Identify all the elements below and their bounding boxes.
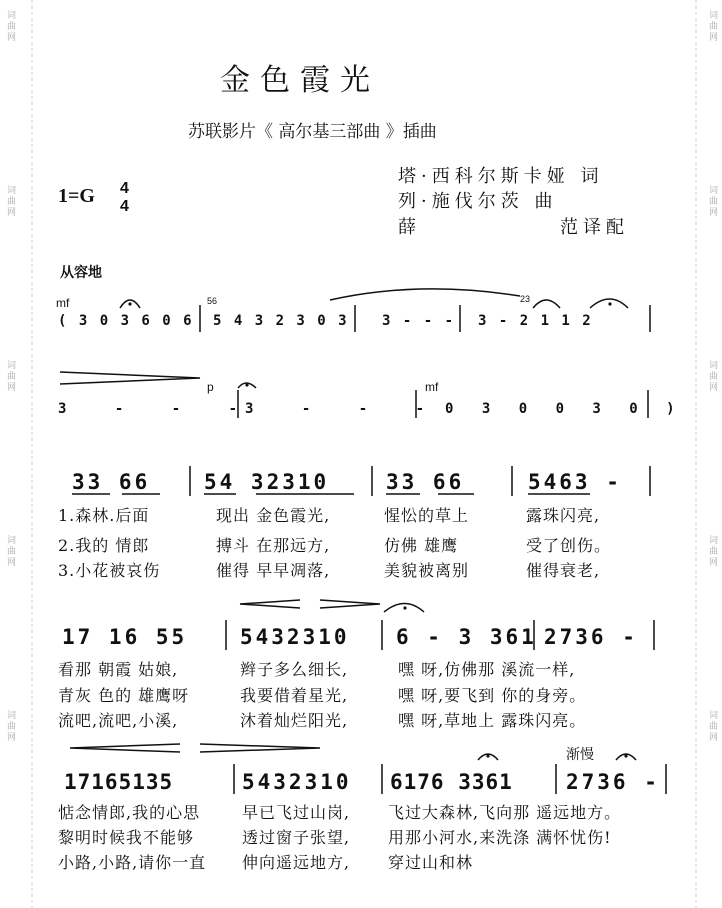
row3-v3-c: 穿过山和林 <box>388 853 474 872</box>
row2-v2-b: 我要借着星光, <box>240 686 349 705</box>
watermark-right-5: 词曲网 <box>707 710 717 743</box>
row1-v1-c: 惺忪的草上 <box>384 506 470 525</box>
row2-measure-1: 17 16 55 <box>62 625 188 649</box>
row3-v2-b: 透过窗子张望, <box>242 828 351 847</box>
row3-v3-a: 小路,小路,请你一直 <box>58 853 207 872</box>
time-signature-bottom: 4 <box>120 198 129 215</box>
watermark-left-4: 词曲网 <box>5 535 15 568</box>
time-signature-top: 4 <box>120 180 129 197</box>
intro-measure-4: 3 - 2 1 1 2 <box>478 313 593 329</box>
mark-56: 56 <box>207 296 218 306</box>
watermark-right-1: 词曲网 <box>707 10 717 43</box>
row2-v1-a: 看那 朝霞 姑娘, <box>58 660 179 679</box>
row3-measure-2: 5432310 <box>242 770 352 794</box>
intro-measure-6: 3 - - - <box>245 401 445 417</box>
row1-v1-a: 1.森林.后面 <box>58 506 150 525</box>
watermark-left-3: 词曲网 <box>5 360 15 393</box>
song-subtitle: 苏联影片《 高尔基三部曲 》插曲 <box>188 122 437 142</box>
row2-v3-b: 沐着灿烂阳光, <box>240 711 349 730</box>
composer-credit: 列·施伐尔茨 曲 <box>398 191 558 212</box>
key-signature: 1=G <box>58 185 95 207</box>
intro-measure-1: ( 3 0 3 6 0 6 <box>58 313 194 329</box>
row2-v1-c: 嘿 呀,仿佛那 溪流一样, <box>398 660 576 679</box>
row1-v3-c: 美貌被离别 <box>384 561 470 580</box>
watermark-right-3: 词曲网 <box>707 360 717 393</box>
row1-v3-d: 催得衰老, <box>526 561 601 580</box>
row2-v2-c: 嘿 呀,要飞到 你的身旁。 <box>398 686 587 705</box>
song-title: 金色霞光 <box>220 63 380 98</box>
mark-23: 23 <box>520 294 531 304</box>
row3-v3-b: 伸向遥远地方, <box>242 853 351 872</box>
row2-v1-b: 辫子多么细长, <box>240 660 349 679</box>
row3-v1-b: 早已飞过山岗, <box>242 803 351 822</box>
row1-measure-3: 33 66 <box>386 470 465 494</box>
row1-v2-a: 2.我的 情郎 <box>58 536 150 555</box>
watermark-right-2: 词曲网 <box>707 185 717 218</box>
row3-v1-c: 飞过大森林,飞向那 遥远地方。 <box>388 803 622 822</box>
row2-v3-c: 嘿 呀,草地上 露珠闪亮。 <box>398 711 587 730</box>
row3-measure-3: 6176 3361 <box>390 770 513 794</box>
row1-v1-b: 现出 金色霞光, <box>216 506 331 525</box>
intro-measure-5: 3 - - - <box>58 401 258 417</box>
watermark-left-5: 词曲网 <box>5 710 15 743</box>
row3-v1-a: 惦念情郎,我的心思 <box>58 803 201 822</box>
row3-v2-a: 黎明时候我不能够 <box>58 828 195 847</box>
row1-v1-d: 露珠闪亮, <box>526 506 601 525</box>
intro-measure-3: 3 - - - <box>382 313 456 329</box>
intro-measure-2: 5 4 3 2 3 0 3 <box>213 313 349 329</box>
row3-v2-c: 用那小河水,来洗涤 满怀忧伤! <box>388 828 612 847</box>
row2-measure-3: 6 - 3 361 <box>396 625 537 649</box>
row1-measure-4: 5463 - <box>528 470 622 494</box>
dynamic-p: p <box>207 380 214 394</box>
ritardando-marking: 渐慢 <box>566 747 594 763</box>
row1-v2-c: 仿佛 雄鹰 <box>384 536 459 555</box>
watermark-left-2: 词曲网 <box>5 185 15 218</box>
row1-v2-b: 搏斗 在那远方, <box>216 536 331 555</box>
row1-measure-1: 33 66 <box>72 470 151 494</box>
row1-v3-a: 3.小花被哀伤 <box>58 561 161 580</box>
watermark-left-1: 词曲网 <box>5 10 15 43</box>
dynamic-mf-2: mf <box>425 380 439 394</box>
intro-measure-7: 0 3 0 0 3 0 ) <box>445 401 685 417</box>
row3-measure-1: 17165135 <box>64 770 174 794</box>
row2-measure-2: 5432310 <box>240 625 350 649</box>
row1-v3-b: 催得 早早凋落, <box>216 561 331 580</box>
translator-credit-b: 范译配 <box>560 217 629 238</box>
row1-measure-2: 54 32310 <box>204 470 330 494</box>
translator-credit-a: 薛 <box>398 217 421 238</box>
row2-v3-a: 流吧,流吧,小溪, <box>58 711 179 730</box>
dynamic-mf-intro: mf <box>56 296 70 310</box>
row2-measure-4: 2736 - <box>544 625 638 649</box>
watermark-right-4: 词曲网 <box>707 535 717 568</box>
tempo-marking: 从容地 <box>60 265 102 281</box>
row2-v2-a: 青灰 色的 雄鹰呀 <box>58 686 190 705</box>
row3-measure-4: 2736 - <box>566 770 660 794</box>
lyricist-credit: 塔·西科尔斯卡娅 词 <box>398 166 604 187</box>
row1-v2-d: 受了创伤。 <box>526 536 612 555</box>
